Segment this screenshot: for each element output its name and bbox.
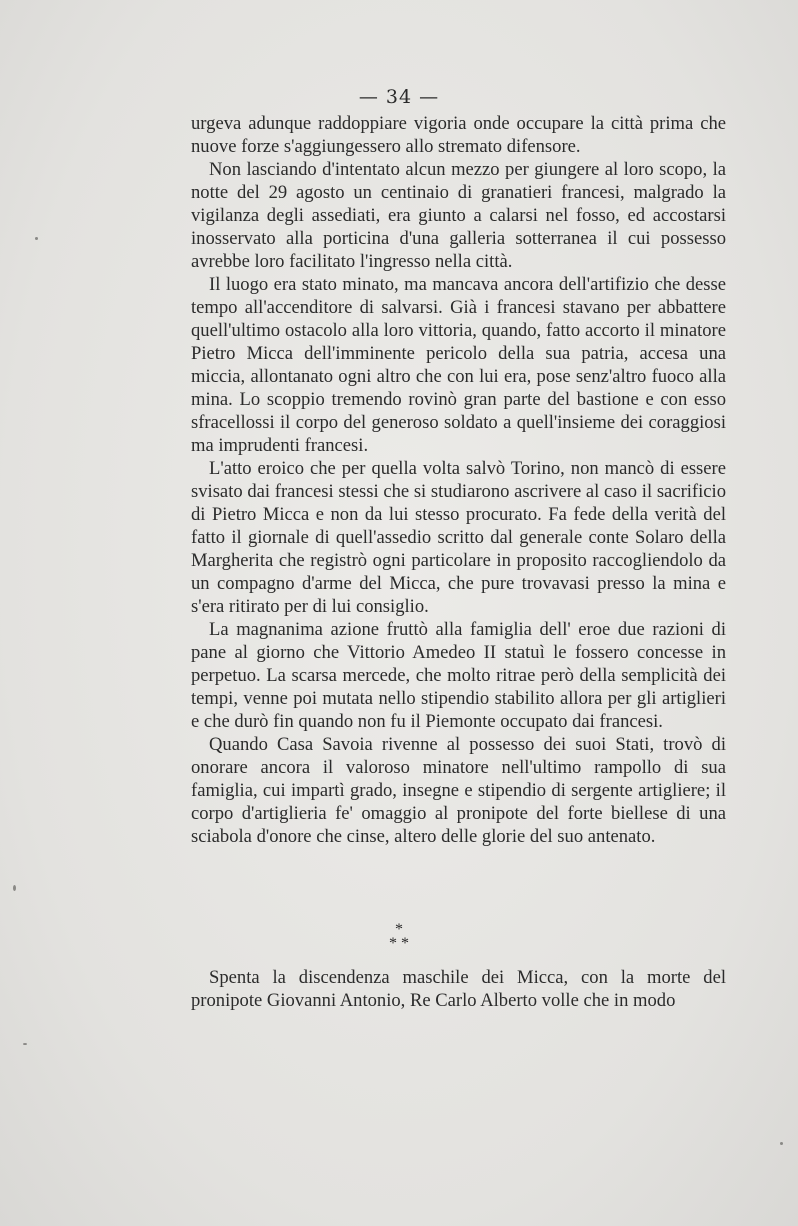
asterism-top: *: [395, 921, 403, 938]
paragraph-final: Spenta la discendenza maschile dei Micca, con la morte del pronipote Giovanni Antonio, Re Carlo Alberto volle che in modo: [191, 967, 726, 1011]
paragraph-2: Non lasciando d'intentato alcun mezzo per giungere al loro scopo, la notte del 29 agosto un centinaio di granatieri francesi, malgrado la vigilanza degli assediati, era giunto a calarsi nel fosso, ed accostarsi inosservato alla porticina d'una galleria sotterranea il cui possesso avrebbe loro facilitato l'ingresso nella città.: [191, 159, 726, 272]
scan-speck: [23, 1043, 27, 1045]
asterism-bottom: * *: [389, 935, 409, 952]
section-divider-asterism: [0, 923, 798, 951]
scan-speck: [35, 237, 38, 240]
paragraph-5: La magnanima azione fruttò alla famiglia dell' eroe due razioni di pane al giorno che Vittorio Amedeo II statuì le fossero concesse in perpetuo. La scarsa mercede, che molto ritrae però della semplicità dei tempi, venne poi mutata nello stipendio stabilito allora per gli artiglieri e che durò fin quando non fu il Piemonte occupato dai francesi.: [191, 619, 726, 732]
page-number: — 34 —: [358, 86, 440, 108]
body-text-continued: [191, 966, 726, 1012]
scan-speck: [13, 885, 16, 891]
paragraph-3: Il luogo era stato minato, ma mancava ancora dell'artifizio che desse tempo all'accenditore di salvarsi. Già i francesi stavano per abbattere quell'ultimo ostacolo alla loro vittoria, quando, fatto accorto il minatore Pietro Micca dell'imminente pericolo della sua patria, accesa una miccia, allontanato ogni altro che con lui era, pose senz'altro fuoco alla mina. Lo scoppio tremendo rovinò gran parte del bastione e con esso sfracellossi il corpo del generoso soldato a quell'insieme dei coraggiosi ma imprudenti francesi.: [191, 274, 726, 456]
paragraph-4: L'atto eroico che per quella volta salvò Torino, non mancò di essere svisato dai francesi stessi che si studiarono ascrivere al caso il sacrificio di Pietro Micca e non da lui stesso procurato. Fa fede della verità del fatto il giornale di quell'assedio scritto dal generale conte Solaro della Margherita che registrò ogni particolare in proposito raccogliendolo da un compagno d'arme del Micca, che pure trovavasi presso la mina e s'era ritirato per di lui consiglio.: [191, 458, 726, 617]
body-text: [191, 112, 726, 848]
paragraph-6: Quando Casa Savoia rivenne al possesso dei suoi Stati, trovò di onorare ancora il valoroso minatore nell'ultimo rampollo di sua famiglia, cui impartì grado, insegne e stipendio di sergente artigliere; il corpo d'artiglieria fe' omaggio al pronipote del forte biellese di una sciabola d'onore che cinse, altero delle glorie del suo antenato.: [191, 734, 726, 847]
scan-speck: [780, 1142, 783, 1145]
paragraph-1: urgeva adunque raddoppiare vigoria onde occupare la città prima che nuove forze s'aggiungessero allo stremato difensore.: [191, 113, 726, 157]
